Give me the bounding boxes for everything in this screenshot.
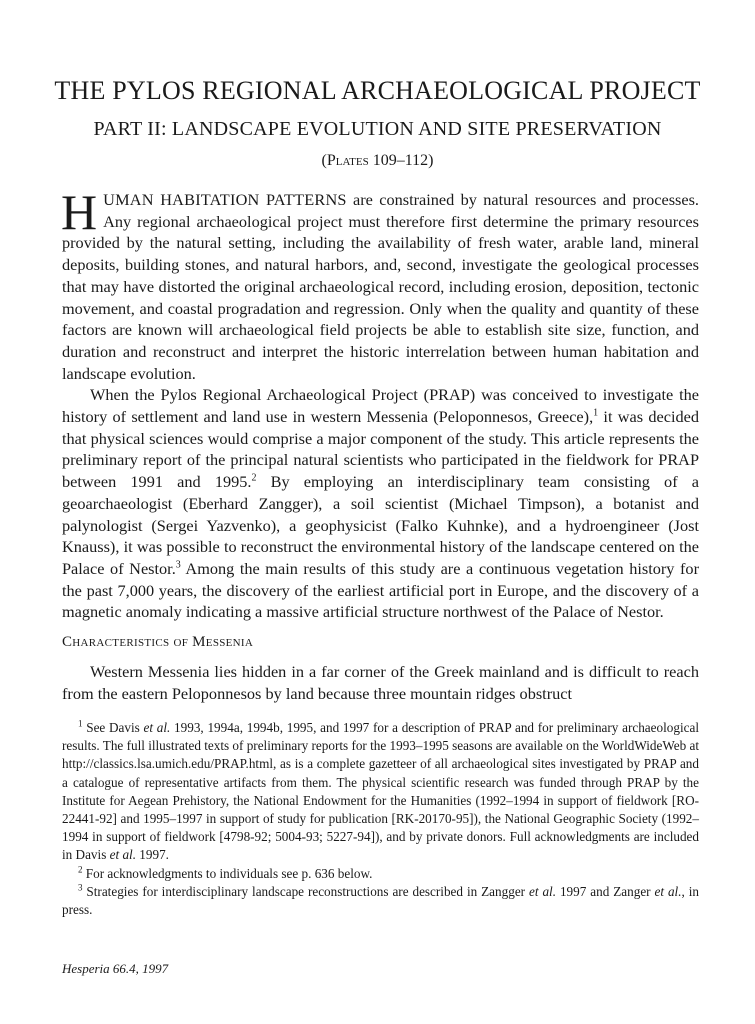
footnote-1-text-c: 1997.: [136, 847, 169, 863]
footnote-mark-2: 2: [78, 864, 83, 875]
para2-text-1: When the Pylos Regional Archaeological Project (PRAP) was conceived to investigate the history of settlement and land use in western Messenia (Peloponnesos, Greece),: [62, 385, 699, 427]
para2-text-4: Among the main results of this study are a continuous vegetation history for the past 7,000 years, the discovery of the earliest artificial port in Europe, and the discovery of a magnetic anomaly indicating a massive artificial structure northwest of the Palace of Nestor.: [62, 558, 699, 622]
section-body: [62, 661, 699, 704]
footnote-ref-3[interactable]: 3: [175, 559, 181, 571]
footnote-1-etal-2: et al.: [109, 847, 136, 863]
footnotes: [62, 719, 699, 919]
plates-word: Plates: [326, 152, 369, 169]
lead-in-caps: UMAN HABITATION PATTERNS: [103, 190, 347, 209]
footnote-3-etal-1: et al.: [529, 883, 557, 899]
footnote-mark-1: 1: [78, 718, 83, 729]
para2-text-3: By employing an interdisciplinary team consisting of a geoarchaeologist (Eberhard Zangger), a soil scientist (Michael Timpson), a botanist and palynologist (Sergei Yazvenko), a geophysicist (Falko Kuhnke), and a hydroengineer (Jost Knauss), it was possible to reconstruct the environmental history of the landscape centered on the Palace of Nestor.: [62, 472, 700, 578]
intro-paragraph: [61, 184, 700, 384]
article-title: THE PYLOS REGIONAL ARCHAEOLOGICAL PROJECT: [54, 76, 701, 105]
footnote-2: [62, 865, 699, 883]
section-heading: Characteristics of Messenia: [62, 634, 254, 650]
second-paragraph: [62, 384, 699, 623]
plates-reference: [0, 152, 755, 170]
footnote-3-text-a: Strategies for interdisciplinary landscape reconstructions are described in Zangger: [82, 883, 529, 899]
footnote-3-text-b: 1997 and Zanger: [556, 883, 655, 899]
footnote-3: [62, 883, 699, 919]
article-subtitle: PART II: LANDSCAPE EVOLUTION AND SITE PRESERVATION: [93, 118, 662, 140]
footnote-1-text-b: 1993, 1994a, 1994b, 1995, and 1997 for a description of PRAP and for preliminary archaeological results. The full illustrated texts of preliminary reports for the 1993–1995 seasons are available on the WorldWideWeb at http://classics.lsa.umich.edu/PRAP.html, as is a complete gazetteer of all archaeological sites investigated by PRAP and a catalogue of representative artifacts from them. The physical scientific research was funded through PRAP by the Institute for Aegean Prehistory, the National Endowment for the Humanities (1992–1994 in support of fieldwork [RO-22441-92] and 1995–1997 in support of study for publication [RK-20170-95]), the National Geographic Society (1992–1994 in support of fieldwork [4798-92; 5004-93; 5227-94]), and by private donors. Full acknowledgments are included in Davis: [62, 720, 700, 863]
footnote-1: [62, 719, 699, 865]
journal-citation: Hesperia 66.4, 1997: [62, 961, 169, 976]
footnote-3-etal-2: et al.: [654, 883, 682, 899]
plates-range: 109–112): [368, 152, 434, 169]
footnote-2-text: For acknowledgments to individuals see p. 636 below.: [82, 865, 373, 881]
footnote-1-text-a: See Davis: [86, 720, 144, 735]
section-paragraph: Western Messenia lies hidden in a far corner of the Greek mainland and is difficult to reach from the eastern Peloponnesos by land because three mountain ridges obstruct: [62, 662, 699, 703]
footnote-3-text-c: , in press.: [62, 883, 700, 918]
para2-text-2: it was decided that physical sciences would comprise a major component of the study. This article represents the preliminary report of the principal natural scientists who participated in the fieldwork for PRAP between 1991 and 1995.: [62, 407, 699, 492]
footnote-ref-2[interactable]: 2: [251, 472, 257, 484]
article-body: [61, 184, 700, 623]
footnote-ref-1[interactable]: 1: [593, 407, 599, 419]
plates-open-paren: (: [321, 152, 327, 169]
footnote-1-etal-1: et al.: [143, 720, 171, 735]
drop-cap: H: [61, 184, 98, 240]
intro-text: are constrained by natural resources and processes. Any regional archaeological project must therefore first determine the primary resources provided by the natural setting, including the availability of fresh water, arable land, mineral deposits, building stones, and natural harbors, and, second, investigate the geological processes that may have distorted the original archaeological record, including erosion, deposition, tectonic movement, and coastal progradation and regression. Only when the quality and quantity of these factors are known will archaeological field projects be able to establish site size, function, and duration and reconstruct and interpret the historic interrelation between human habitation and landscape evolution.: [62, 190, 700, 383]
footnote-mark-3: 3: [78, 882, 83, 893]
